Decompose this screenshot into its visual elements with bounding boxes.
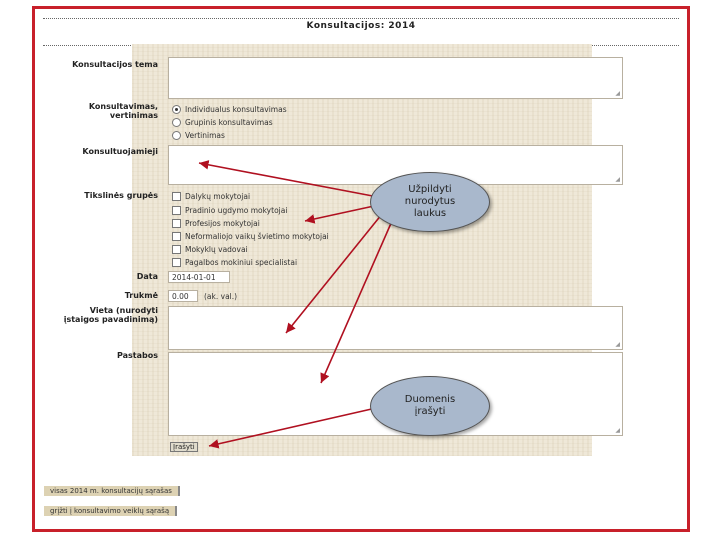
checkbox-label: Neformaliojo vaikų švietimo mokytojai <box>185 232 329 241</box>
link-grizti[interactable]: grįžti į konsultavimo veiklų sąrašą <box>44 506 177 516</box>
callout-save-line2: įrašyti <box>414 406 446 417</box>
arrow-to-save <box>209 408 376 446</box>
callout-save-data <box>370 376 490 436</box>
label-pastabos: Pastabos <box>116 351 158 360</box>
date-input[interactable]: 2014-01-01 <box>168 271 230 283</box>
label-veikla-line1: Konsultavimas, <box>88 102 158 111</box>
label-vieta-line1: Vieta (nurodyti <box>89 306 158 315</box>
arrow-to-vieta <box>286 214 382 333</box>
duration-input[interactable]: 0.00 <box>168 290 198 302</box>
resize-grip-icon[interactable]: ◢ <box>615 176 620 183</box>
checkbox-label: Dalykų mokytojai <box>185 192 251 201</box>
resize-grip-icon[interactable]: ◢ <box>615 341 620 348</box>
label-konsultuojamieji: Konsultuojamieji <box>82 147 158 156</box>
callout-fill-line3: laukus <box>413 208 447 219</box>
label-data: Data <box>136 272 158 281</box>
callout-fill-line2: nurodytus <box>404 196 456 207</box>
label-tema: Konsultacijos tema <box>72 60 158 69</box>
label-vieta-line2: įstaigos pavadinimą) <box>63 315 158 324</box>
callout-fill-fields <box>370 172 490 232</box>
radio-label: Grupinis konsultavimas <box>185 118 273 127</box>
checkbox-label: Pagalbos mokiniui specialistai <box>185 258 298 267</box>
callout-save-line1: Duomenis <box>404 394 456 405</box>
checkbox-label: Profesijos mokytojai <box>185 219 260 228</box>
arrow-to-checkboxes <box>305 206 374 221</box>
label-trukme: Trukmė <box>124 291 158 300</box>
page-title: Konsultacijos: 2014 <box>306 21 416 31</box>
checkbox-label: Mokyklų vadovai <box>185 245 248 254</box>
resize-grip-icon[interactable]: ◢ <box>615 427 620 434</box>
checkbox-label: Pradinio ugdymo mokytojai <box>185 206 288 215</box>
label-grupes: Tikslinės grupės <box>84 191 158 200</box>
arrow-to-konsultuojamieji <box>199 163 378 197</box>
duration-unit: (ak. val.) <box>204 292 238 301</box>
radio-label: Individualus konsultavimas <box>185 105 287 114</box>
label-veikla-line2: vertinimas <box>109 111 158 120</box>
link-konsultaciju-sarasas[interactable]: visas 2014 m. konsultacijų sąrašas <box>44 486 180 496</box>
radio-label: Vertinimas <box>185 131 225 140</box>
save-button[interactable]: Įrašyti <box>170 442 198 452</box>
callout-fill-line1: Užpildyti <box>408 184 452 195</box>
resize-grip-icon[interactable]: ◢ <box>615 90 620 97</box>
